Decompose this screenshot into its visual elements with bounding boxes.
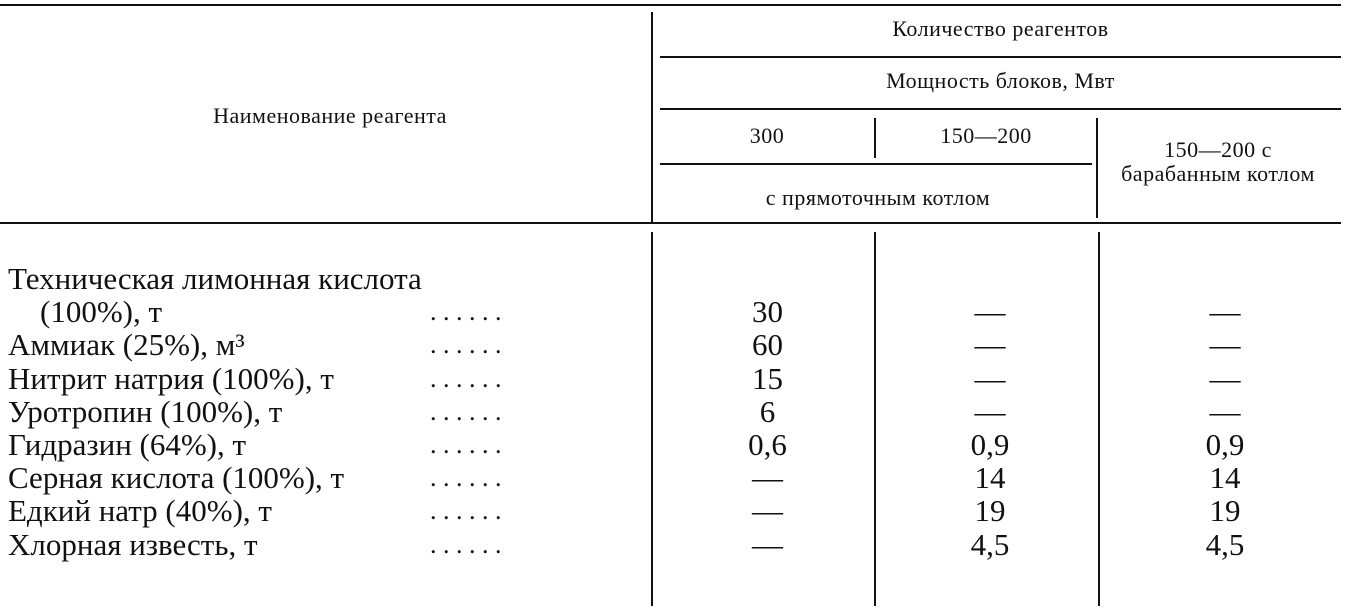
value-col-2: —	[974, 327, 1006, 363]
header-divider-drum	[1096, 118, 1098, 218]
reagent-name: Техническая лимонная кислота	[8, 262, 422, 296]
group-rule	[660, 56, 1341, 58]
table-row	[0, 494, 1349, 528]
reagent-name: Нитрит натрия (100%), т	[8, 361, 334, 396]
value-col-1: 30	[752, 294, 783, 330]
top-rule	[0, 4, 1341, 6]
value-col-2	[880, 262, 1100, 296]
reagent-name: Аммиак (25%), м³	[8, 328, 245, 363]
table-row	[0, 362, 1349, 396]
value-col-2: 19	[974, 493, 1006, 529]
reagent-name: Едкий натр (40%), т	[8, 494, 272, 529]
value-col-1: —	[752, 493, 783, 529]
power-rule	[660, 108, 1341, 110]
table-row	[0, 428, 1349, 462]
leader-dots: . . . . . .	[430, 463, 502, 493]
value-col-1: 15	[752, 360, 783, 396]
value-col-2: —	[974, 294, 1006, 330]
leader-dots: . . . . . .	[430, 297, 502, 327]
leader-dots: . . . . . .	[430, 330, 502, 360]
reagent-name: Хлорная известь, т	[8, 527, 258, 562]
leader-dots: . . . . . .	[430, 496, 502, 526]
value-col-1	[660, 262, 875, 296]
once-through-rule	[660, 163, 1092, 165]
table-row	[0, 528, 1349, 562]
power-title: Мощность блоков, Мвт	[886, 68, 1115, 93]
header-divider-main	[651, 12, 653, 222]
value-col-1: 0,6	[748, 427, 787, 462]
value-col-2: 14	[974, 460, 1006, 496]
value-col-3: 0,9	[1205, 427, 1245, 462]
header-bottom-rule	[0, 222, 1341, 224]
col-drum-header: 150—200 с барабанным котлом	[1121, 137, 1315, 186]
value-col-1: 6	[759, 393, 776, 429]
value-col-2: —	[974, 393, 1006, 429]
once-through-header: с прямоточным котлом	[765, 185, 991, 210]
value-col-3: 4,5	[1205, 526, 1245, 562]
value-col-2: 4,5	[970, 526, 1010, 562]
value-col-1: —	[752, 526, 783, 562]
value-col-3: 14	[1209, 460, 1241, 496]
value-col-3: —	[1209, 360, 1241, 396]
value-col-3: —	[1209, 327, 1241, 363]
table-row	[0, 262, 1349, 296]
reagent-name: (100%), т	[40, 295, 163, 330]
value-col-3: —	[1209, 294, 1241, 330]
col-300-header: 300	[749, 123, 785, 148]
table-row	[0, 295, 1349, 329]
reagent-name: Гидразин (64%), т	[8, 428, 247, 462]
value-col-1: 60	[752, 327, 783, 363]
value-col-2: —	[974, 360, 1006, 396]
table-row	[0, 328, 1349, 362]
value-col-2: 0,9	[970, 427, 1010, 462]
name-column-header: Наименование реагента	[213, 103, 447, 128]
table-row	[0, 395, 1349, 429]
value-col-3: —	[1209, 393, 1241, 429]
group-title: Количество реагентов	[892, 16, 1109, 41]
col-150-200-header: 150—200	[940, 123, 1032, 148]
value-col-3: 19	[1209, 493, 1241, 529]
value-col-3	[1105, 262, 1345, 296]
reagent-name: Серная кислота (100%), т	[8, 461, 345, 496]
value-col-1: —	[752, 460, 783, 496]
leader-dots: . . . . . .	[430, 363, 502, 393]
leader-dots: . . . . . .	[430, 529, 502, 559]
reagent-name: Уротропин (100%), т	[8, 394, 283, 429]
leader-dots: . . . . . .	[430, 430, 502, 459]
leader-dots: . . . . . .	[430, 396, 502, 426]
table-row	[0, 461, 1349, 495]
